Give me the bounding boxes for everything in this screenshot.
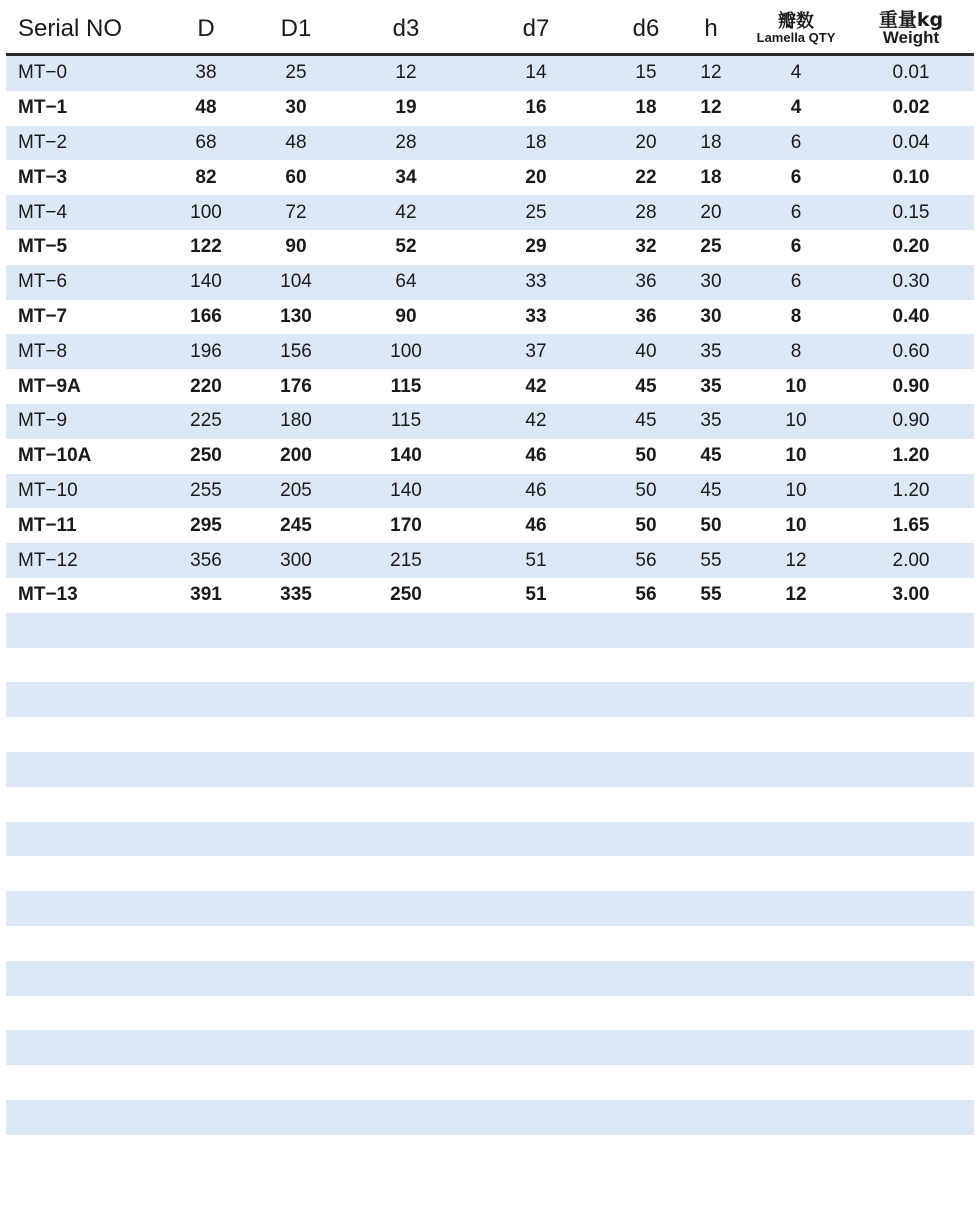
table-row (6, 265, 974, 300)
cell-d7: 33 (525, 271, 547, 293)
cell-serial: MT−0 (18, 62, 68, 84)
cell-weight: 0.40 (892, 305, 930, 327)
cell-D: 122 (190, 236, 222, 258)
cell-lamella: 10 (785, 479, 807, 501)
cell-D: 38 (195, 62, 217, 84)
empty-stripe-row (6, 1065, 974, 1100)
cell-weight: 1.20 (892, 445, 930, 467)
cell-d6: 45 (635, 410, 657, 432)
header-weight-en: Weight (882, 28, 940, 47)
table-body (6, 56, 974, 1170)
cell-weight: 0.30 (892, 271, 930, 293)
cell-serial: MT−7 (18, 305, 68, 327)
header-h-label: h (704, 14, 718, 42)
cell-d6: 36 (635, 271, 657, 293)
cell-D1: 205 (280, 479, 312, 501)
cell-lamella: 6 (790, 201, 802, 223)
cell-d3: 115 (390, 375, 422, 397)
empty-stripe-row (6, 752, 974, 787)
cell-h: 12 (700, 97, 722, 119)
cell-d7: 16 (525, 97, 547, 119)
cell-lamella: 6 (790, 166, 802, 188)
cell-D1: 60 (285, 166, 307, 188)
header-h (676, 4, 746, 53)
cell-d7: 51 (525, 549, 547, 571)
cell-D: 225 (190, 410, 222, 432)
table-row (6, 300, 974, 335)
cell-d7: 33 (525, 305, 547, 327)
cell-d6: 40 (635, 340, 657, 362)
header-D1 (256, 4, 336, 53)
header-weight-zh: 重量kg (878, 9, 944, 31)
cell-serial: MT−9 (18, 410, 68, 432)
cell-serial: MT−4 (18, 201, 68, 223)
cell-d6: 32 (635, 236, 657, 258)
cell-d7: 46 (525, 479, 547, 501)
cell-D1: 180 (280, 410, 312, 432)
cell-d6: 50 (635, 514, 657, 536)
cell-serial: MT−10A (18, 445, 92, 467)
empty-stripe-row (6, 822, 974, 857)
cell-D: 68 (195, 131, 217, 153)
cell-weight: 0.15 (892, 201, 930, 223)
empty-stripe-row (6, 1100, 974, 1135)
cell-d7: 42 (525, 410, 547, 432)
cell-lamella: 12 (785, 549, 807, 571)
table-row (6, 369, 974, 404)
cell-d6: 15 (635, 62, 657, 84)
cell-lamella: 4 (790, 62, 802, 84)
cell-lamella: 12 (785, 584, 807, 606)
table-row (6, 230, 974, 265)
cell-lamella: 8 (790, 340, 802, 362)
cell-h: 20 (700, 201, 722, 223)
header-d7 (496, 4, 576, 53)
cell-h: 18 (700, 166, 722, 188)
cell-h: 45 (700, 445, 722, 467)
table-row (6, 508, 974, 543)
cell-h: 35 (700, 340, 722, 362)
cell-d6: 28 (635, 201, 657, 223)
cell-D1: 104 (280, 271, 312, 293)
cell-weight: 0.04 (892, 131, 930, 153)
cell-serial: MT−1 (18, 97, 68, 119)
cell-weight: 1.65 (892, 514, 930, 536)
table-row (6, 543, 974, 578)
cell-d7: 25 (525, 201, 547, 223)
cell-weight: 0.90 (892, 410, 930, 432)
table-row (6, 91, 974, 126)
cell-weight: 0.60 (892, 340, 930, 362)
cell-d3: 64 (395, 271, 417, 293)
empty-stripe-row (6, 717, 974, 752)
cell-D: 255 (190, 479, 222, 501)
cell-d3: 140 (390, 445, 422, 467)
cell-d3: 19 (395, 97, 417, 119)
empty-stripe-row (6, 1030, 974, 1065)
cell-d7: 18 (525, 131, 547, 153)
cell-D1: 72 (285, 201, 307, 223)
cell-lamella: 6 (790, 271, 802, 293)
cell-d6: 20 (635, 131, 657, 153)
cell-d7: 42 (525, 375, 547, 397)
cell-serial: MT−9A (18, 375, 81, 397)
cell-weight: 0.02 (892, 97, 930, 119)
cell-h: 12 (700, 62, 722, 84)
cell-d7: 46 (525, 445, 547, 467)
header-d6 (606, 4, 686, 53)
cell-d7: 37 (525, 340, 547, 362)
cell-serial: MT−10 (18, 479, 78, 501)
cell-lamella: 8 (790, 305, 802, 327)
header-d7-label: d7 (522, 14, 550, 42)
cell-D: 82 (195, 166, 217, 188)
spec-sheet (6, 4, 974, 1170)
cell-d6: 50 (635, 445, 657, 467)
cell-D1: 335 (280, 584, 312, 606)
cell-d7: 46 (525, 514, 547, 536)
cell-weight: 3.00 (892, 584, 930, 606)
cell-D: 391 (190, 584, 222, 606)
cell-d7: 14 (525, 62, 547, 84)
cell-h: 50 (700, 514, 722, 536)
header-serial-label: Serial NO (18, 14, 123, 42)
cell-D: 166 (190, 305, 222, 327)
cell-d3: 12 (395, 62, 417, 84)
cell-serial: MT−5 (18, 236, 68, 258)
cell-d6: 36 (635, 305, 657, 327)
header-D-label: D (197, 14, 215, 42)
cell-D1: 25 (285, 62, 307, 84)
empty-stripe-row (6, 1135, 974, 1170)
header-serial (6, 4, 168, 53)
header-lamella (741, 4, 851, 53)
table-row (6, 56, 974, 91)
empty-stripe-row (6, 856, 974, 891)
cell-d7: 20 (525, 166, 547, 188)
empty-stripe-row (6, 891, 974, 926)
table-row (6, 334, 974, 369)
cell-d6: 22 (635, 166, 657, 188)
cell-D1: 30 (285, 97, 307, 119)
cell-D: 295 (190, 514, 222, 536)
table-header (6, 4, 974, 56)
cell-D1: 200 (280, 445, 312, 467)
table-row (6, 474, 974, 509)
cell-D1: 130 (280, 305, 312, 327)
cell-lamella: 10 (785, 514, 807, 536)
cell-h: 30 (700, 305, 722, 327)
cell-h: 18 (700, 131, 722, 153)
cell-D1: 48 (285, 131, 307, 153)
cell-d6: 56 (635, 549, 657, 571)
cell-D: 220 (190, 375, 222, 397)
cell-D: 356 (190, 549, 222, 571)
cell-d3: 170 (390, 514, 422, 536)
empty-stripe-row (6, 996, 974, 1031)
cell-serial: MT−6 (18, 271, 68, 293)
empty-stripe-row (6, 682, 974, 717)
empty-stripe-row (6, 787, 974, 822)
cell-D: 140 (190, 271, 222, 293)
cell-D1: 300 (280, 549, 312, 571)
cell-h: 35 (700, 375, 722, 397)
cell-D1: 245 (280, 514, 312, 536)
cell-D: 100 (190, 201, 222, 223)
cell-d6: 45 (635, 375, 657, 397)
header-D1-label: D1 (280, 14, 312, 42)
cell-lamella: 10 (785, 375, 807, 397)
header-d3 (366, 4, 446, 53)
cell-serial: MT−3 (18, 166, 68, 188)
cell-d3: 34 (395, 166, 417, 188)
cell-d7: 51 (525, 584, 547, 606)
cell-serial: MT−8 (18, 340, 68, 362)
table-row (6, 578, 974, 613)
header-lamella-en: Lamella QTY (756, 29, 836, 45)
empty-stripe-row (6, 961, 974, 996)
header-weight (861, 4, 961, 53)
cell-h: 35 (700, 410, 722, 432)
cell-d3: 52 (395, 236, 417, 258)
cell-weight: 0.20 (892, 236, 930, 258)
cell-lamella: 10 (785, 410, 807, 432)
table-row (6, 404, 974, 439)
header-lamella-zh: 瓣数 (778, 10, 814, 32)
table-row (6, 126, 974, 161)
cell-h: 55 (700, 584, 722, 606)
cell-d6: 56 (635, 584, 657, 606)
table-row (6, 195, 974, 230)
cell-serial: MT−13 (18, 584, 78, 606)
cell-D: 48 (195, 97, 217, 119)
cell-d6: 18 (635, 97, 657, 119)
header-d3-label: d3 (392, 14, 420, 42)
cell-D1: 176 (280, 375, 312, 397)
cell-h: 55 (700, 549, 722, 571)
cell-D: 196 (190, 340, 222, 362)
cell-weight: 2.00 (892, 549, 930, 571)
cell-d3: 90 (395, 305, 417, 327)
cell-d3: 215 (390, 549, 422, 571)
cell-d3: 115 (390, 410, 422, 432)
cell-h: 45 (700, 479, 722, 501)
table-row (6, 160, 974, 195)
header-d6-label: d6 (632, 14, 660, 42)
cell-serial: MT−12 (18, 549, 78, 571)
cell-h: 30 (700, 271, 722, 293)
cell-d7: 29 (525, 236, 547, 258)
cell-serial: MT−11 (18, 514, 77, 536)
cell-d3: 42 (395, 201, 417, 223)
cell-D1: 156 (280, 340, 312, 362)
cell-d3: 250 (390, 584, 422, 606)
cell-d6: 50 (635, 479, 657, 501)
cell-lamella: 4 (790, 97, 802, 119)
header-D (166, 4, 246, 53)
cell-lamella: 6 (790, 131, 802, 153)
cell-weight: 0.10 (892, 166, 930, 188)
cell-d3: 100 (390, 340, 422, 362)
cell-h: 25 (700, 236, 722, 258)
cell-lamella: 10 (785, 445, 807, 467)
cell-d3: 140 (390, 479, 422, 501)
cell-D: 250 (190, 445, 222, 467)
cell-d3: 28 (395, 131, 417, 153)
cell-weight: 0.01 (892, 62, 930, 84)
empty-stripe-row (6, 648, 974, 683)
cell-lamella: 6 (790, 236, 802, 258)
empty-stripe-row (6, 613, 974, 648)
table-row (6, 439, 974, 474)
cell-serial: MT−2 (18, 131, 68, 153)
cell-weight: 0.90 (892, 375, 930, 397)
cell-D1: 90 (285, 236, 307, 258)
empty-stripe-row (6, 926, 974, 961)
cell-weight: 1.20 (892, 479, 930, 501)
